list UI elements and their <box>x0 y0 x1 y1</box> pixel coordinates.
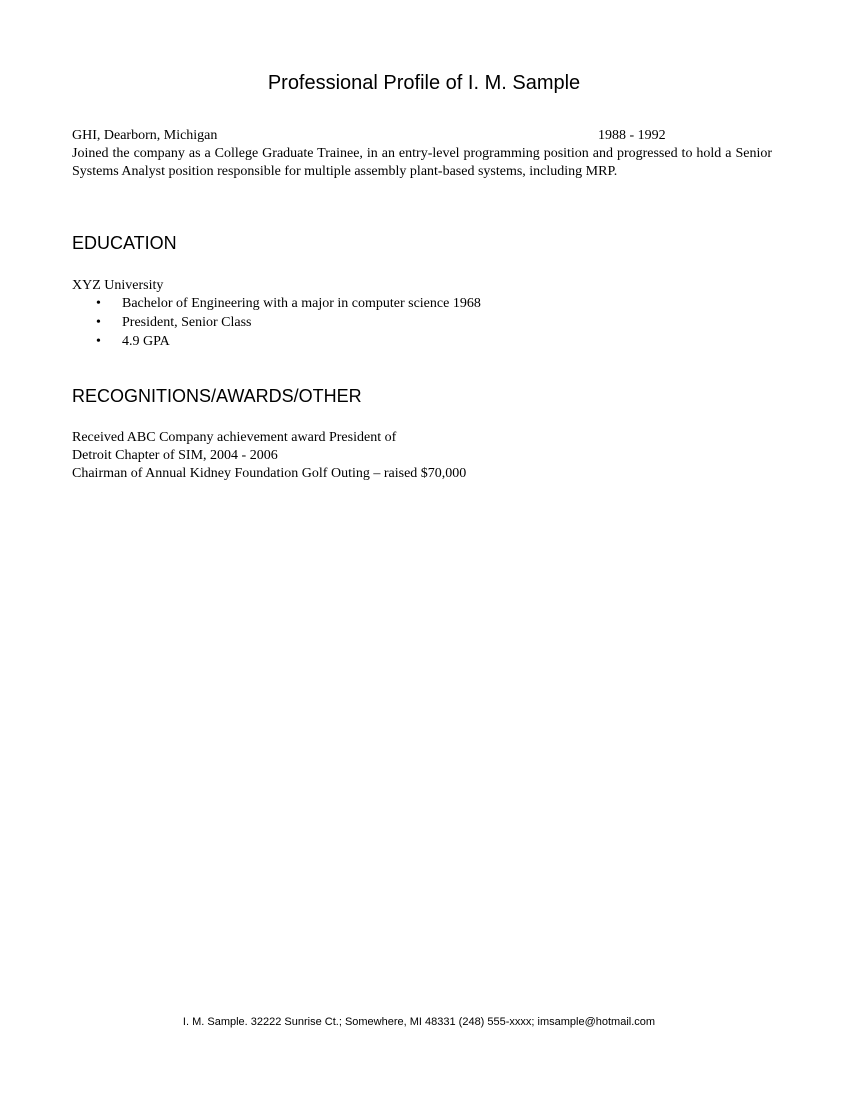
education-school: XYZ University <box>72 278 164 293</box>
experience-company: GHI, Dearborn, Michigan <box>72 128 218 143</box>
bullet-icon: • <box>96 315 101 330</box>
recognitions-line: Detroit Chapter of SIM, 2004 - 2006 <box>72 448 278 463</box>
contact-footer: I. M. Sample. 32222 Sunrise Ct.; Somewhere, MI 48331 (248) 555-xxxx; imsample@hotmail.com <box>182 1016 656 1028</box>
experience-header <box>72 127 772 145</box>
bullet-icon: • <box>96 334 101 349</box>
list-item <box>72 314 481 333</box>
experience-dates: 1988 - 1992 <box>598 128 666 143</box>
recognitions-body <box>72 429 466 483</box>
education-heading: EDUCATION <box>72 233 177 253</box>
education-item-text: Bachelor of Engineering with a major in computer science 1968 <box>122 296 481 311</box>
bullet-icon: • <box>96 296 101 311</box>
recognitions-line: Received ABC Company achievement award President of <box>72 430 397 445</box>
education-item-text: 4.9 GPA <box>122 334 170 349</box>
list-item <box>72 333 481 352</box>
education-item-text: President, Senior Class <box>122 315 252 330</box>
education-list <box>72 295 481 352</box>
recognitions-line: Chairman of Annual Kidney Foundation Golf Outing – raised $70,000 <box>72 466 467 481</box>
experience-description: Joined the company as a College Graduate Trainee, in an entry-level programming position and progressed to hold a Senior Systems Analyst position responsible for multiple assembly plant-based systems, including MRP. <box>72 146 772 179</box>
recognitions-heading: RECOGNITIONS/AWARDS/OTHER <box>72 386 362 406</box>
page-title: Professional Profile of I. M. Sample <box>267 72 581 94</box>
list-item <box>72 295 481 314</box>
